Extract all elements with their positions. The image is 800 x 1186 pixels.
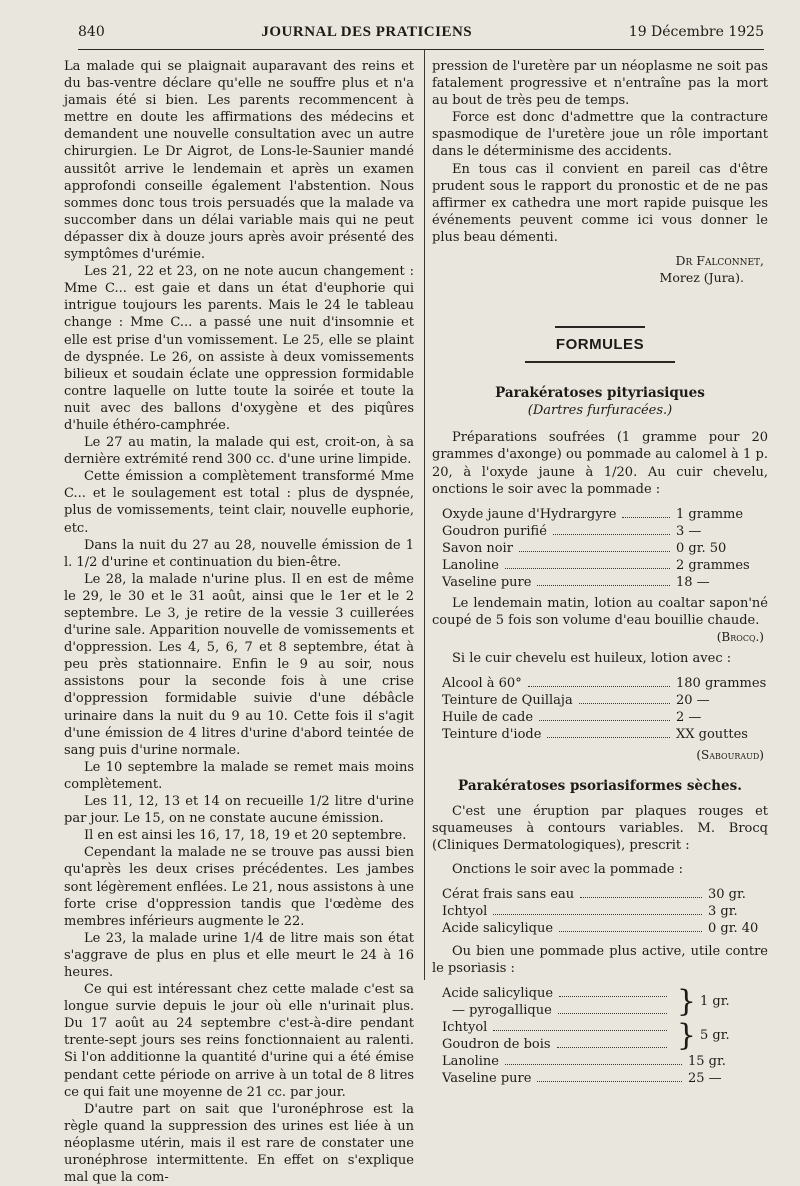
quantity: 18 — xyxy=(676,574,710,590)
quantity: 0 gr. 50 xyxy=(676,540,727,556)
ingredient: Ichtyol xyxy=(442,1019,488,1035)
prescription-row xyxy=(442,523,768,540)
ingredient: Acide salicylique xyxy=(442,985,554,1001)
quantity: 180 grammes xyxy=(676,676,767,692)
ingredient: Goudron purifié xyxy=(442,523,547,539)
quantity: 1 gramme xyxy=(676,506,744,522)
quantity: 20 — xyxy=(676,693,710,709)
ingredient: Vaseline pure xyxy=(442,574,532,590)
paragraph: Le lendemain matin, lotion au coaltar sapon'né coupé de 5 fois son volume d'eau bouillie chaude. xyxy=(432,595,768,628)
prescription-row xyxy=(442,903,768,920)
page-number: 840 xyxy=(78,24,105,40)
section-title: FORMULES xyxy=(555,336,645,354)
paragraph: Ou bien une pommade plus active, utile contre le psoriasis : xyxy=(432,943,768,976)
quantity: 5 gr. xyxy=(700,1028,730,1044)
column-divider xyxy=(424,50,425,980)
paragraph: La malade qui se plaignait auparavant des reins et du bas-ventre déclare qu'elle ne souffre plus et n'a jamais été si bien. Les parents recommencent à mettre en doute les affirmations des médecins et demandent une nouvelle consultation avec un autre chirurgien. Le Dr Aigrot, de Lons-le-Saunier mandé aussitôt arrive le lendemain et après un examen approfondi conseille également l'abstention. Nous sommes donc tous trois persuadés que la malade va succomber dans un délai variable mais qui ne peut dépasser dix à douze jours après avoir présenté des symptômes d'urémie. xyxy=(64,59,414,263)
ingredient: Oxyde jaune d'Hydrargyre xyxy=(442,506,617,522)
quantity: 0 gr. 40 xyxy=(708,920,759,936)
quantity: 15 gr. xyxy=(688,1053,726,1069)
paragraph: Dans la nuit du 27 au 28, nouvelle émission de 1 l. 1/2 d'urine et continuation du bien-être. xyxy=(64,537,414,570)
author-credit: (Sabouraud) xyxy=(696,748,764,763)
prescription-row xyxy=(442,1053,738,1070)
leader-dots xyxy=(559,996,667,997)
leader-dots xyxy=(505,1064,682,1065)
leader-dots xyxy=(537,1081,682,1082)
leader-dots xyxy=(557,1047,667,1048)
leader-dots xyxy=(579,703,670,704)
subsection-title: Parakératoses pityriasiques xyxy=(495,385,705,402)
section-heading-box xyxy=(525,326,675,363)
leader-dots xyxy=(493,914,702,915)
prescription-row xyxy=(442,1036,673,1053)
leader-dots xyxy=(580,897,702,898)
paragraph: Le 28, la malade n'urine plus. Il en est de même le 29, le 30 et le 31 août, ainsi que le 1er et le 2 septembre. Le 3, je retire de la vessie 3 cuillerées d'urine sale. Apparition nouvelle de vomissements et d'oppression. Les 4, 5, 6, 7 et 8 septembre, état à peu près stationnaire. Enfin le 9 au soir, nous assistons pour la seconde fois à une crise d'oppression formidable suivie d'une débâcle urinaire dans la nuit du 9 au 10. Cette fois il s'agit d'une émission de 4 litres d'urine d'abord teintée de sang puis d'urine normale. xyxy=(64,571,414,758)
leader-dots xyxy=(547,737,670,738)
paragraph: Force est donc d'admettre que la contracture spasmodique de l'uretère joue un rôle important dans le déterminisme des accidents. xyxy=(432,110,768,160)
brace-symbol: } xyxy=(676,983,696,1019)
ingredient: Alcool à 60° xyxy=(442,676,522,692)
paragraph: Il en est ainsi les 16, 17, 18, 19 et 20 septembre. xyxy=(84,828,407,844)
prescription-row xyxy=(442,920,768,937)
paragraph: Cependant la malade ne se trouve pas aussi bien qu'après les deux crises précédentes. Les jambes sont légèrement enflées. Le 21, nous assistons à une forte crise d'oppression tandis que l'œdème des membres inférieurs augmente le 22. xyxy=(64,845,414,929)
prescription-row xyxy=(442,675,768,692)
leader-dots xyxy=(553,534,670,535)
prescription-row xyxy=(442,886,768,903)
prescription-list xyxy=(442,675,768,743)
journal-title: JOURNAL DES PRATICIENS xyxy=(261,24,473,40)
paragraph: Les 11, 12, 13 et 14 on recueille 1/2 litre d'urine par jour. Le 15, on ne constate aucune émission. xyxy=(64,794,414,827)
ingredient: Lanoline xyxy=(442,557,499,573)
quantity: 2 grammes xyxy=(676,557,750,573)
prescription-row xyxy=(442,726,768,743)
paragraph: Cette émission a complètement transformé Mme C... et le soulagement est total : plus de dyspnée, plus de vomissements, teint clair, nouvelle euphorie, etc. xyxy=(64,469,414,536)
paragraph: Préparations soufrées (1 gramme pour 20 grammes d'axonge) ou pommade au calomel à 1 p. 20, à l'oxyde jaune à 1/20. Au cuir chevelu, onctions le soir avec la pommade : xyxy=(432,430,768,497)
ingredient: Teinture d'iode xyxy=(442,727,542,743)
quantity: XX gouttes xyxy=(676,727,748,743)
paragraph: Si le cuir chevelu est huileux, lotion avec : xyxy=(452,650,732,666)
brace-symbol: } xyxy=(676,1017,696,1053)
grouped-ingredients xyxy=(442,985,738,1019)
leader-dots xyxy=(493,1030,667,1031)
ingredient: Vaseline pure xyxy=(442,1070,532,1086)
leader-dots xyxy=(539,720,670,721)
ingredient: Goudron de bois xyxy=(442,1036,551,1052)
leader-dots xyxy=(537,585,670,586)
leader-dots xyxy=(505,568,670,569)
quantity: 3 gr. xyxy=(708,903,738,919)
subsection-subtitle: (Dartres furfuracées.) xyxy=(527,403,673,419)
prescription-row xyxy=(442,557,768,574)
right-column xyxy=(432,58,768,1091)
leader-dots xyxy=(528,686,670,687)
signature-place: Morez (Jura). xyxy=(659,270,744,286)
ingredient: — pyrogallique xyxy=(452,1002,552,1018)
prescription-row xyxy=(442,985,673,1002)
prescription-row xyxy=(442,506,768,523)
issue-date: 19 Décembre 1925 xyxy=(628,24,764,40)
paragraph: Le 27 au matin, la malade qui est, croit-on, à sa dernière extrémité rend 300 cc. d'une urine limpide. xyxy=(64,435,414,468)
leader-dots xyxy=(558,1013,667,1014)
paragraph: pression de l'uretère par un néoplasme ne soit pas fatalement progressive et n'entraîne pas la mort au bout de très peu de temps. xyxy=(432,59,768,109)
page-header xyxy=(78,24,764,50)
ingredient: Savon noir xyxy=(442,540,513,556)
paragraph: C'est une éruption par plaques rouges et squameuses à contours variables. M. Brocq (Cliniques Dermatologiques), prescrit : xyxy=(432,804,768,854)
ingredient: Ichtyol xyxy=(442,903,488,919)
paragraph: Onctions le soir avec la pommade : xyxy=(452,861,684,877)
prescription-list xyxy=(442,506,768,591)
ingredient: Lanoline xyxy=(442,1053,499,1069)
author-credit: (Brocq.) xyxy=(716,629,764,644)
ingredient: Acide salicylique xyxy=(442,920,554,936)
left-column xyxy=(64,58,414,1186)
quantity: 25 — xyxy=(688,1070,722,1086)
prescription-row xyxy=(442,574,768,591)
quantity: 1 gr. xyxy=(700,994,730,1010)
paragraph: En tous cas il convient en pareil cas d'être prudent sous le rapport du pronostic et de ne pas affirmer ex cathedra une mort rapide puisque les événements peuvent comme ici vous donner le plus beau démenti. xyxy=(432,161,768,245)
heading-rule-top xyxy=(555,326,645,328)
prescription-row xyxy=(442,1002,673,1019)
paragraph: Le 23, la malade urine 1/4 de litre mais son état s'aggrave de plus en plus et elle meurt le 24 à 16 heures. xyxy=(64,930,414,980)
ingredient: Cérat frais sans eau xyxy=(442,886,575,902)
leader-dots xyxy=(559,931,702,932)
grouped-ingredients xyxy=(442,1019,738,1053)
subsection-title: Parakératoses psoriasiformes sèches. xyxy=(458,778,742,795)
heading-rule-bottom xyxy=(525,361,675,363)
prescription-list xyxy=(442,886,768,937)
quantity: 2 — xyxy=(676,710,702,726)
prescription-row xyxy=(442,709,768,726)
paragraph: Le 10 septembre la malade se remet mais moins complètement. xyxy=(64,759,414,792)
ingredient: Teinture de Quillaja xyxy=(442,693,573,709)
prescription-list xyxy=(442,985,738,1087)
paragraph: D'autre part on sait que l'uronéphrose est la règle quand la suppression des urines est liée à un néoplasme utérin, mais il est rare de constater une uronéphrose intermittente. En effet on s'explique mal que la com- xyxy=(64,1101,414,1186)
prescription-row xyxy=(442,1070,738,1087)
ingredient: Huile de cade xyxy=(442,710,534,726)
quantity: 3 — xyxy=(676,523,702,539)
signature-name: Dr Falconnet, xyxy=(675,253,764,269)
prescription-row xyxy=(442,540,768,557)
paragraph: Ce qui est intéressant chez cette malade c'est sa longue survie depuis le jour où elle n'urinait plus. Du 17 août au 24 septembre c'est-à-dire pendant trente-sept jours ses reins fonctionnaient au ralenti. Si l'on additionne la quantité d'urine qui a été émise pendant cette période on arrive à un total de 8 litres ce qui fait une moyenne de 21 cc. par jour. xyxy=(64,982,414,1100)
paragraph: Les 21, 22 et 23, on ne note aucun changement : Mme C... est gaie et dans un état d'euphorie qui intrigue toujours les parents. Mais le 24 le tableau change : Mme C... a passé une nuit d'insomnie et elle est prise d'un vomissement. Le 25, elle se plaint de dyspnée. Le 26, on assiste à deux vomissements bilieux et soudain éclate une oppression formidable contre laquelle on lutte toute la soirée et toute la nuit avec des ballons d'oxygène et des piqûres d'huile éthéro-camphrée. xyxy=(64,264,414,433)
leader-dots xyxy=(622,517,670,518)
quantity: 30 gr. xyxy=(708,886,746,902)
prescription-row xyxy=(442,692,768,709)
signature xyxy=(432,252,764,286)
leader-dots xyxy=(519,551,670,552)
prescription-row xyxy=(442,1019,673,1036)
